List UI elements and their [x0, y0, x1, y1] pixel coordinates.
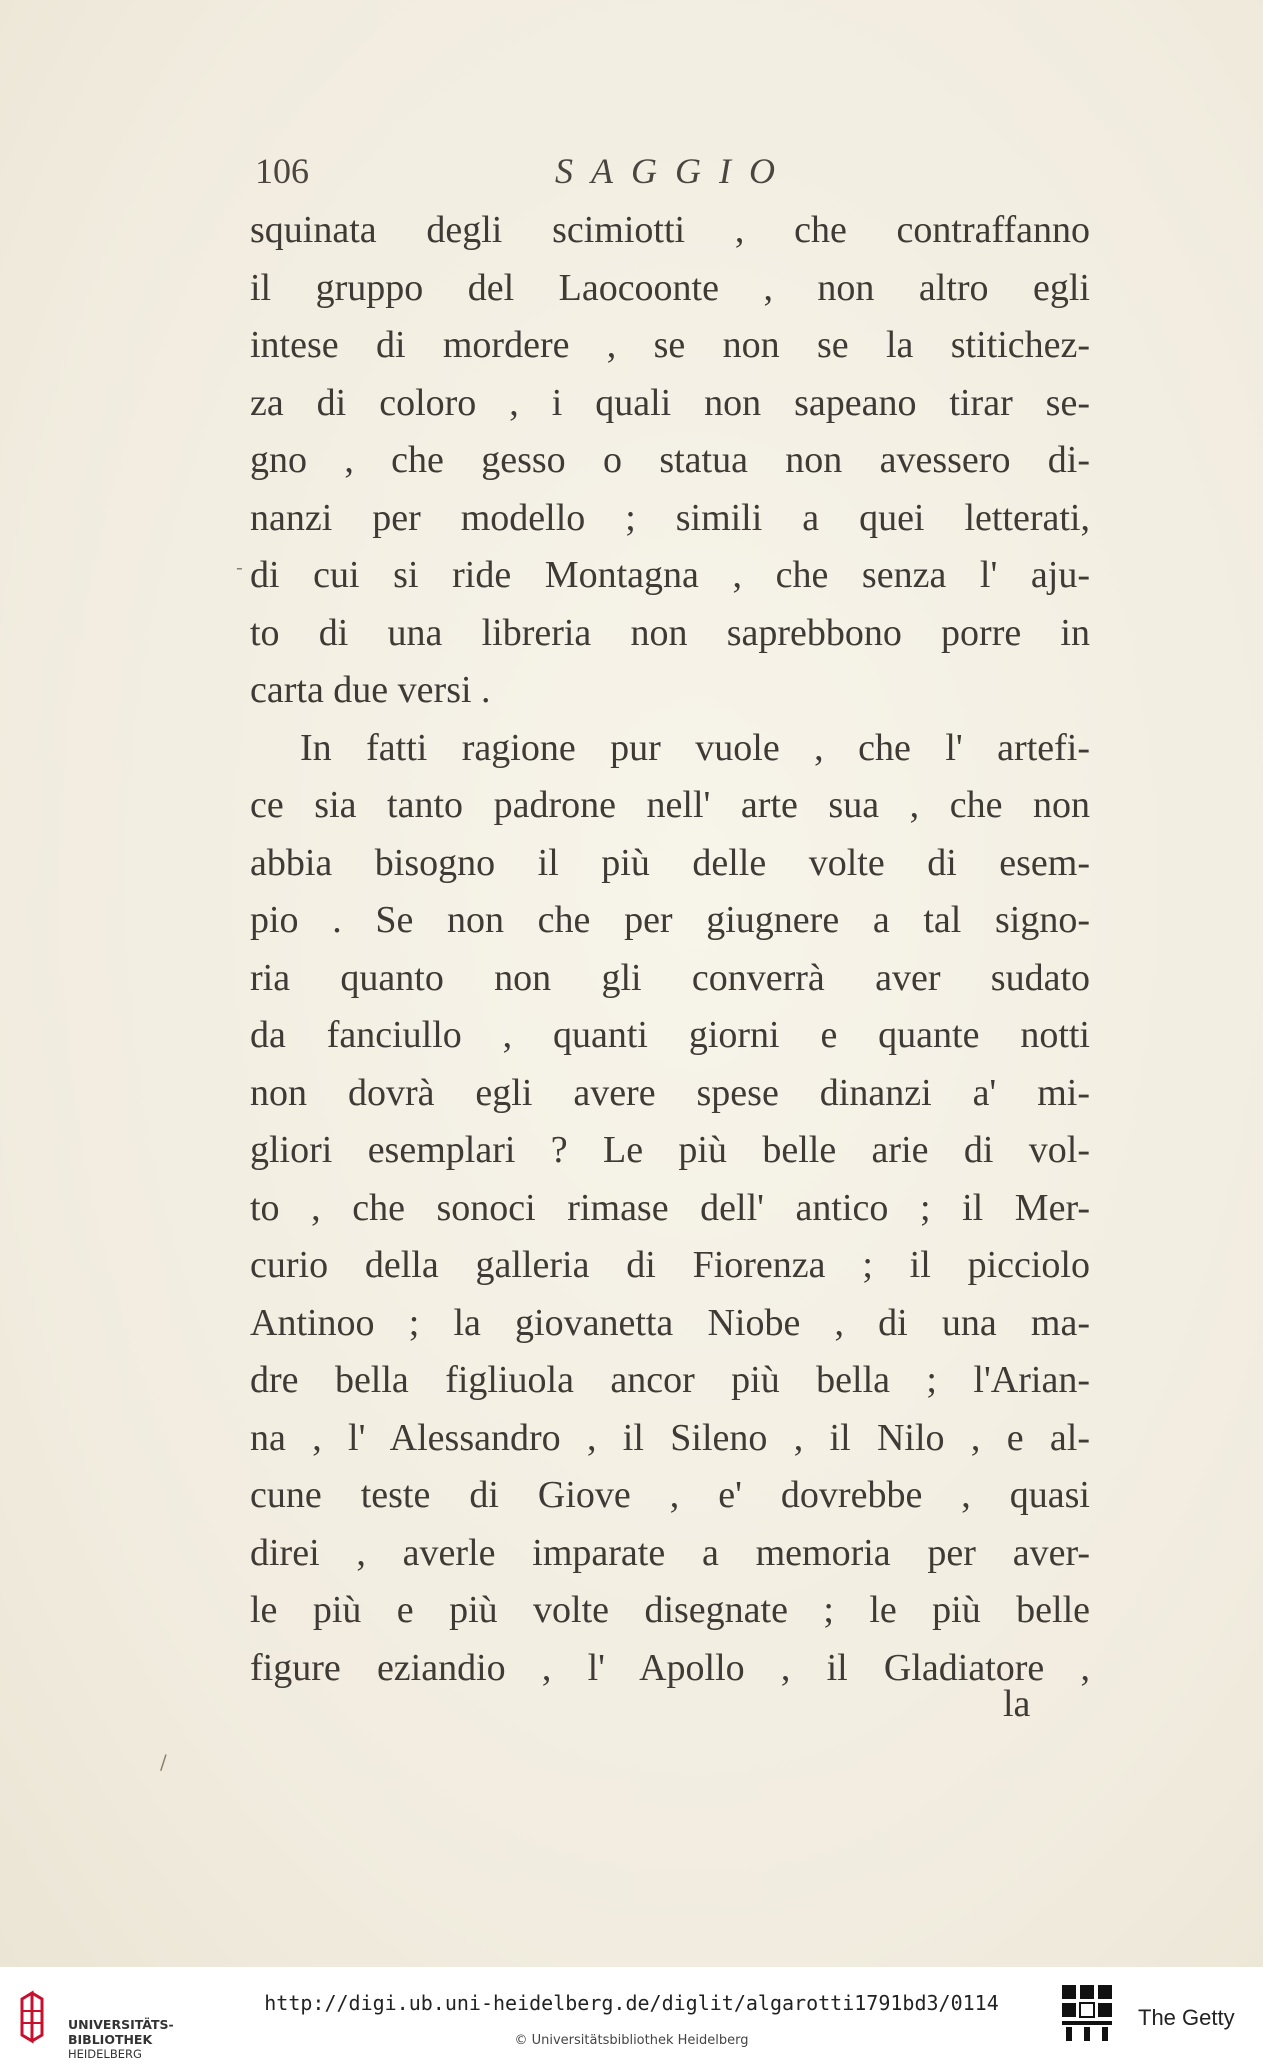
- text-line: il gruppo del Laocoonte , non altro egli: [250, 266, 1090, 309]
- text-line: to di una libreria non saprebbono porre in: [250, 611, 1090, 654]
- margin-mark: /: [160, 1750, 167, 1774]
- text-line: pio . Se non che per giugnere a tal signo-: [250, 899, 1090, 941]
- text-line: curio della galleria di Fiorenza ; il picciolo: [250, 1244, 1090, 1286]
- getty-logo[interactable]: [1058, 1983, 1118, 2045]
- text-line: gliori esemplari ? Le più belle arie di vol-: [250, 1129, 1090, 1171]
- text-line: carta due versi .: [250, 669, 491, 711]
- library-name-line: UNIVERSITÄTS-: [68, 2017, 174, 2032]
- text-line: Antinoo ; la giovanetta Niobe , di una ma-: [250, 1301, 1090, 1344]
- body-text: [250, 202, 1090, 1697]
- text-line: nanzi per modello ; simili a quei letterati,: [250, 496, 1090, 539]
- text-line: na , l' Alessandro , il Sileno , il Nilo , e al-: [250, 1416, 1090, 1459]
- text-line: figure eziandio , l' Apollo , il Gladiatore ,: [250, 1646, 1090, 1689]
- permalink-url[interactable]: http://digi.ub.uni-heidelberg.de/diglit/algarotti1791bd3/0114: [264, 1991, 999, 2015]
- getty-name: The Getty: [1138, 2005, 1235, 2030]
- running-title: SAGGIO: [555, 151, 793, 191]
- text-line: dre bella figliuola ancor più bella ; l'Arian-: [250, 1359, 1090, 1401]
- catchword: la: [1003, 1683, 1031, 1725]
- text-line: direi , averle imparate a memoria per aver-: [250, 1531, 1090, 1574]
- margin-mark: -: [236, 555, 243, 579]
- text-line: squinata degli scimiotti , che contraffanno: [250, 209, 1090, 251]
- copyright-notice: © Universitätsbibliothek Heidelberg: [514, 2033, 749, 2048]
- text-line: za di coloro , i quali non sapeano tirar se-: [250, 381, 1090, 424]
- footer-bar: [0, 1967, 1263, 2065]
- text-line: ria quanto non gli converrà aver sudato: [250, 956, 1090, 999]
- text-line: gno , che gesso o statua non avessero di-: [250, 439, 1090, 481]
- page-number: 106: [255, 151, 309, 191]
- library-name-line: HEIDELBERG: [68, 2047, 142, 2061]
- getty-logo-icon: [1058, 1983, 1118, 2045]
- text-line: non dovrà egli avere spese dinanzi a' mi-: [250, 1071, 1090, 1114]
- page-header: [0, 150, 1263, 200]
- text-line: da fanciullo , quanti giorni e quante notti: [250, 1014, 1090, 1056]
- text-line: intese di mordere , se non se la stitichez-: [250, 324, 1090, 366]
- text-line: di cui si ride Montagna , che senza l' aju-: [250, 554, 1090, 596]
- text-line: In fatti ragione pur vuole , che l' artefi-: [300, 726, 1090, 769]
- text-line: abbia bisogno il più delle volte di esem-: [250, 841, 1090, 884]
- text-line: to , che sonoci rimase dell' antico ; il Mer-: [250, 1186, 1090, 1229]
- text-line: cune teste di Giove , e' dovrebbe , quasi: [250, 1474, 1090, 1516]
- text-line: le più e più volte disegnate ; le più belle: [250, 1589, 1090, 1631]
- library-name-line: BIBLIOTHEK: [68, 2032, 153, 2047]
- text-line: ce sia tanto padrone nell' arte sua , che non: [250, 784, 1090, 826]
